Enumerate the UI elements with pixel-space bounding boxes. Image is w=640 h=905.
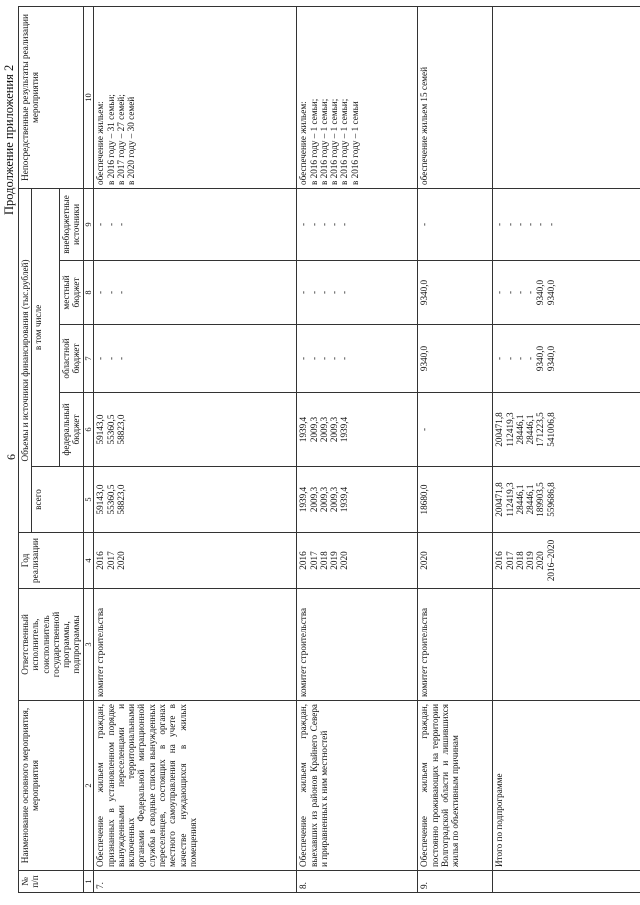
header-funding: Объемы и источники финансирования (тыс.рублей) bbox=[19, 189, 32, 533]
row-executor: комитет строительства bbox=[418, 589, 493, 701]
row-total: 59143,0 55360,5 58823,0 bbox=[94, 467, 297, 533]
row-executor: комитет строительства bbox=[297, 589, 418, 701]
header-total: всего bbox=[32, 467, 83, 533]
table-row bbox=[94, 7, 297, 893]
row-federal: 1939,4 2009,3 2009,3 2009,3 1939,4 bbox=[297, 393, 418, 467]
row-offbudget: - - - bbox=[94, 189, 297, 261]
row-local: - - - bbox=[94, 261, 297, 325]
total-label: Итого по подпрограмме bbox=[493, 701, 640, 871]
col-number: 9 bbox=[83, 189, 94, 261]
header-regional: областной бюджет bbox=[60, 325, 84, 393]
row-regional: 9340,0 bbox=[418, 325, 493, 393]
header-results: Непосредственные результаты реализации мероприятия bbox=[19, 7, 84, 189]
header-name: Наименование основного мероприятия, мероприятия bbox=[19, 701, 84, 871]
row-num: 7. bbox=[94, 871, 297, 893]
header-num: № п/п bbox=[19, 871, 84, 893]
col-number: 8 bbox=[83, 261, 94, 325]
row-federal: - bbox=[418, 393, 493, 467]
row-results: обеспечение жильем: в 2016 году – 31 семьи; в 2017 году – 27 семей; в 2020 году – 30 семей bbox=[94, 7, 297, 189]
total-regional: - - - - 9340,0 9340,0 bbox=[493, 325, 640, 393]
row-results: обеспечение жильем: в 2016 году – 1 семьи; в 2016 году – 1 семьи; в 2016 году – 1 семьи; в 2016 году – 1 семьи; в 2016 году – 1 семьи bbox=[297, 7, 418, 189]
header-offbudget: внебюджетные источники bbox=[60, 189, 84, 261]
header-executor: Ответственный исполнитель, соисполнитель государственной программы, подпрограммы bbox=[19, 589, 84, 701]
appendix-caption: Продолжение приложения 2 bbox=[2, 64, 16, 215]
total-row bbox=[493, 7, 640, 893]
total-offbudget: - - - - - - bbox=[493, 189, 640, 261]
row-name: Обеспечение жильем граждан, признанных в установленном порядке вынужденными переселенцами и включенных территориальными органами Федеральной миграционной службы в сводные списки вынужденных переселенцев, состоящих в органах местного самоуправления на учете в качестве нуждающихся в жилых помещениях bbox=[94, 701, 297, 871]
row-results: обеспечение жильем 15 семей bbox=[418, 7, 493, 189]
row-offbudget: - bbox=[418, 189, 493, 261]
col-number: 5 bbox=[83, 467, 94, 533]
col-number: 3 bbox=[83, 589, 94, 701]
total-years: 2016 2017 2018 2019 2020 2016–2020 bbox=[493, 533, 640, 589]
row-years: 2020 bbox=[418, 533, 493, 589]
table-row bbox=[418, 7, 493, 893]
col-number: 1 bbox=[83, 871, 94, 893]
row-offbudget: - - - - - bbox=[297, 189, 418, 261]
row-regional: - - - - - bbox=[297, 325, 418, 393]
col-number: 4 bbox=[83, 533, 94, 589]
total-total: 200471,8 112419,3 28446,1 28446,1 189903,5 559686,8 bbox=[493, 467, 640, 533]
col-number: 2 bbox=[83, 701, 94, 871]
row-total: 18680,0 bbox=[418, 467, 493, 533]
row-years: 2016 2017 2018 2019 2020 bbox=[297, 533, 418, 589]
total-local: - - - - 9340,0 9340,0 bbox=[493, 261, 640, 325]
header-federal: федеральный бюджет bbox=[60, 393, 84, 467]
header-year: Год реализации bbox=[19, 533, 84, 589]
row-years: 2016 2017 2020 bbox=[94, 533, 297, 589]
page-number: 6 bbox=[4, 454, 18, 460]
col-number: 6 bbox=[83, 393, 94, 467]
col-number: 7 bbox=[83, 325, 94, 393]
financing-table bbox=[18, 6, 640, 893]
header-including: в том числе bbox=[32, 189, 60, 467]
row-regional: - - - bbox=[94, 325, 297, 393]
row-num: 8. bbox=[297, 871, 418, 893]
row-local: 9340,0 bbox=[418, 261, 493, 325]
row-name: Обеспечение жильем граждан, выехавших из районов Крайнего Севера и приравненных к ним местностей bbox=[297, 701, 418, 871]
row-num: 9. bbox=[418, 871, 493, 893]
col-number: 10 bbox=[83, 7, 94, 189]
row-executor: комитет строительства bbox=[94, 589, 297, 701]
header-local: местный бюджет bbox=[60, 261, 84, 325]
row-name: Обеспечение жильем граждан, постоянно проживающих на территории Волгоградской области и лишившихся жилья по объективным причинам bbox=[418, 701, 493, 871]
row-local: - - - - - bbox=[297, 261, 418, 325]
table-row bbox=[297, 7, 418, 893]
row-total: 1939,4 2009,3 2009,3 2009,3 1939,4 bbox=[297, 467, 418, 533]
total-federal: 200471,8 112419,3 28446,1 28446,1 171223,5 541006,8 bbox=[493, 393, 640, 467]
row-federal: 59143,0 55360,5 58823,0 bbox=[94, 393, 297, 467]
